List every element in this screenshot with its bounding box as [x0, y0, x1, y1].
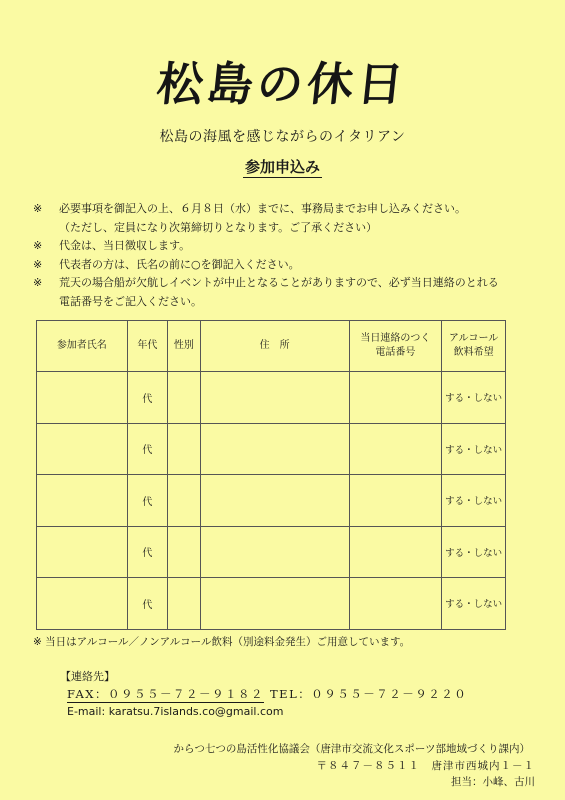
age-cell[interactable]: 代 [127, 578, 167, 630]
address-cell[interactable] [200, 578, 349, 630]
note-text: 代金は、当日徴収します。 [59, 239, 191, 252]
tel-number: TEL：０９５５－７２－９２２０ [270, 687, 468, 701]
alcohol-choice-cell[interactable]: する・しない [442, 372, 506, 424]
note-item [33, 200, 533, 237]
contact-persons: 担当：小峰、古川 [451, 776, 535, 788]
form-heading-text: 参加申込み [244, 158, 320, 176]
subtitle: 松島の海風を感じながらのイタリアン [159, 129, 406, 145]
table-row [37, 372, 506, 424]
note-item [33, 256, 533, 275]
phone-cell[interactable] [349, 475, 442, 527]
phone-cell[interactable] [349, 526, 442, 578]
table-row [37, 578, 506, 630]
note-item [33, 274, 533, 311]
age-cell[interactable]: 代 [127, 423, 167, 475]
age-cell[interactable]: 代 [127, 372, 167, 424]
footnote: ※ 当日はアルコール／ノンアルコール飲料（別途料金発生）ご用意しています。 [33, 636, 411, 648]
contact-heading: 【連絡先】 [60, 670, 115, 683]
header-alcohol [442, 321, 506, 372]
note-mark: ※ [33, 276, 43, 289]
alcohol-choice-cell[interactable]: する・しない [442, 526, 506, 578]
header-age: 年代 [127, 321, 167, 372]
email-address[interactable]: E-mail: karatsu.7islands.co@gmail.com [67, 705, 284, 718]
address-cell[interactable] [200, 526, 349, 578]
page-title: 松島の休日 [154, 57, 411, 111]
age-cell[interactable]: 代 [127, 526, 167, 578]
header-gender: 性別 [168, 321, 201, 372]
header-phone-text: 当日連絡のつく電話番号 [360, 333, 431, 358]
name-cell[interactable] [37, 372, 128, 424]
alcohol-choice-cell[interactable]: する・しない [442, 578, 506, 630]
header-address: 住 所 [200, 321, 349, 372]
header-name: 参加者氏名 [37, 321, 128, 372]
address-cell[interactable] [200, 372, 349, 424]
table-body [37, 372, 506, 630]
name-cell[interactable] [37, 423, 128, 475]
table-row [37, 526, 506, 578]
notes-list [33, 200, 533, 311]
registration-table [36, 320, 506, 630]
note-text: 代表者の方は、氏名の前に○を御記入ください。 [59, 257, 300, 271]
note-item [33, 237, 533, 256]
name-cell[interactable] [37, 578, 128, 630]
note-text: 必要事項を御記入の上、６月８日（水）までに、事務局までお申し込みください。 （ただし、定員になり次第締切りとなります。ご了承ください） [59, 202, 466, 234]
name-cell[interactable] [37, 475, 128, 527]
phone-cell[interactable] [349, 372, 442, 424]
note-text: 荒天の場合船が欠航しイベントが中止となることがありますので、必ず当日連絡のとれる 電話番号をご記入ください。 [59, 276, 499, 308]
address-cell[interactable] [200, 423, 349, 475]
alcohol-choice-cell[interactable]: する・しない [442, 423, 506, 475]
header-alcohol-text: アルコール飲料希望 [448, 333, 499, 358]
note-mark: ※ [33, 202, 43, 215]
gender-cell[interactable] [168, 578, 201, 630]
form-heading [0, 156, 565, 177]
phone-cell[interactable] [349, 423, 442, 475]
gender-cell[interactable] [168, 372, 201, 424]
table-header-row [37, 321, 506, 372]
address-cell[interactable] [200, 475, 349, 527]
phone-cell[interactable] [349, 578, 442, 630]
age-cell[interactable]: 代 [127, 475, 167, 527]
header-phone [349, 321, 442, 372]
table-row [37, 423, 506, 475]
gender-cell[interactable] [168, 423, 201, 475]
name-cell[interactable] [37, 526, 128, 578]
gender-cell[interactable] [168, 475, 201, 527]
note-mark: ※ [33, 239, 43, 252]
note-mark: ※ [33, 257, 43, 271]
fax-number: FAX：０９５５－７２－９１８２ [67, 687, 264, 701]
organization-name: からつ七つの島活性化協議会（唐津市交流文化スポーツ部地域づくり課内） [173, 743, 530, 755]
alcohol-choice-cell[interactable]: する・しない [442, 475, 506, 527]
gender-cell[interactable] [168, 526, 201, 578]
table-row [37, 475, 506, 527]
postal-address: 〒８４７－８５１１ 唐津市西城内１－１ [316, 760, 535, 772]
